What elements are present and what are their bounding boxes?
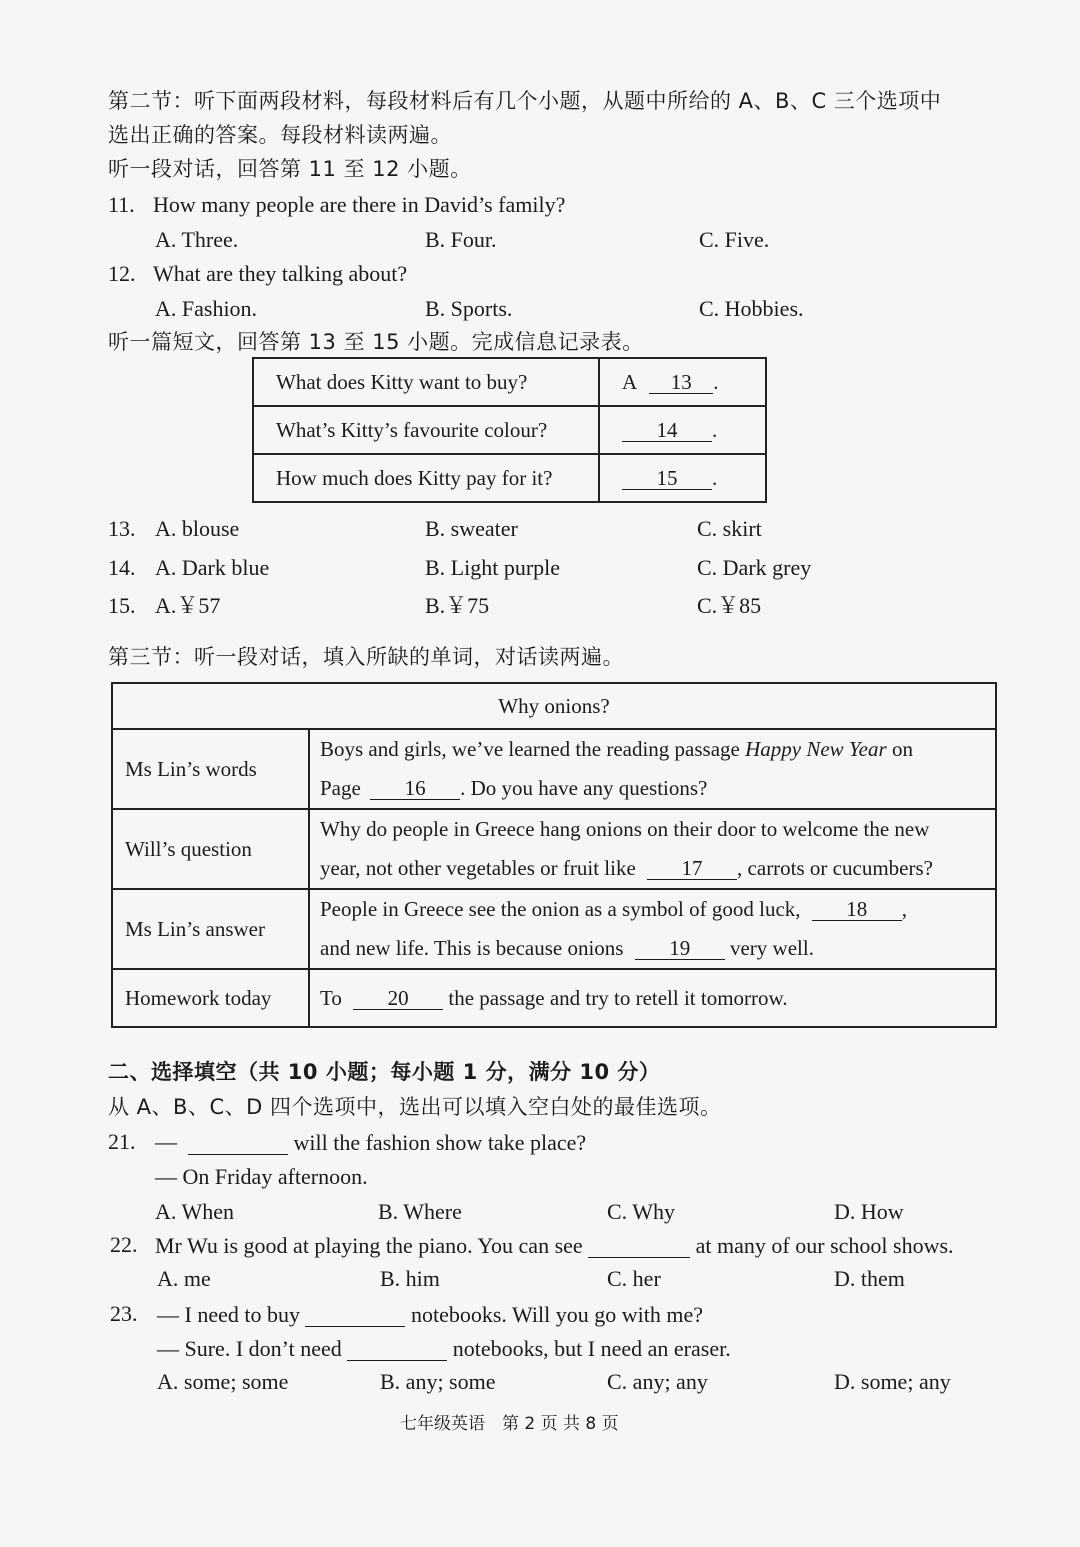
q21-option-a: A. When [155, 1199, 235, 1224]
q14-option-c: C. Dark grey [697, 555, 812, 580]
q22-number: 22. [110, 1232, 138, 1257]
info-prefix: A [622, 369, 637, 394]
q12-option-c: C. Hobbies. [699, 296, 804, 321]
answer-blank-19[interactable]: 19 [635, 937, 725, 960]
q23-option-d: D. some; any [834, 1369, 951, 1394]
dialog-row [112, 809, 996, 889]
q23-option-b: B. any; some [380, 1369, 496, 1394]
q23-line1 [157, 1303, 703, 1327]
row-text: , carrots or cucumbers? [737, 856, 933, 880]
q15-option-c: C.￥85 [697, 593, 762, 618]
part2-instruction: 从 A、B、C、D 四个选项中，选出可以填入空白处的最佳选项。 [108, 1095, 722, 1119]
answer-blank-20[interactable]: 20 [353, 987, 443, 1010]
q15-number: 15. [108, 593, 136, 618]
answer-blank-15[interactable]: 15 [622, 467, 712, 490]
section2-instruction-line1: 第二节：听下面两段材料，每段材料后有几个小题，从题中所给的 A、B、C 三个选项中 [108, 89, 942, 113]
row-text: , [901, 897, 908, 921]
q11-number: 11. [108, 192, 135, 217]
dialog-instruction: 听一段对话，回答第 11 至 12 小题。 [108, 157, 472, 181]
info-suffix: . [713, 369, 719, 394]
q22-option-c: C. her [607, 1266, 661, 1291]
info-answer-cell [599, 454, 766, 502]
row-text: year, not other vegetables or fruit like [320, 856, 642, 880]
info-row [253, 358, 766, 406]
dialog-row [112, 889, 996, 969]
info-record-table [252, 357, 767, 503]
q22-stem-end: at many of our school shows. [695, 1233, 954, 1258]
part2-title: 二、选择填空（共 10 小题；每小题 1 分，满分 10 分） [108, 1060, 661, 1084]
q21-option-d: D. How [834, 1199, 904, 1224]
answer-blank-18[interactable]: 18 [812, 898, 902, 921]
q23-blank-1[interactable] [305, 1303, 405, 1327]
q15-option-b: B.￥75 [425, 593, 490, 618]
info-row [253, 454, 766, 502]
info-question: What’s Kitty’s favourite colour? [253, 406, 599, 454]
row-text: Page [320, 776, 367, 800]
q22-stem-start: Mr Wu is good at playing the piano. You can see [155, 1233, 583, 1258]
row-content [309, 969, 996, 1027]
answer-blank-13[interactable]: 13 [649, 371, 713, 394]
q23-line1-start: — I need to buy [157, 1302, 300, 1327]
q11-option-c: C. Five. [699, 227, 770, 252]
q22-blank[interactable] [588, 1234, 690, 1258]
info-suffix: . [712, 417, 718, 442]
q22-line [155, 1234, 954, 1258]
answer-blank-17[interactable]: 17 [647, 857, 737, 880]
info-answer-cell [599, 358, 766, 406]
q23-line1-end: notebooks. Will you go with me? [410, 1302, 703, 1327]
answer-blank-16[interactable]: 16 [370, 777, 460, 800]
q14-option-b: B. Light purple [425, 555, 561, 580]
row-text: To [320, 985, 348, 1010]
info-question: How much does Kitty pay for it? [253, 454, 599, 502]
row-text: the passage and try to retell it tomorrow. [443, 985, 788, 1010]
section3-instruction: 第三节：听一段对话，填入所缺的单词，对话读两遍。 [108, 645, 624, 669]
q14-option-a: A. Dark blue [155, 555, 270, 580]
row-text: Why do people in Greece hang onions on their door to welcome the new [320, 817, 930, 841]
q23-line2 [157, 1337, 731, 1361]
q23-blank-2[interactable] [347, 1337, 447, 1361]
q12-option-a: A. Fashion. [155, 296, 258, 321]
q13-option-b: B. sweater [425, 516, 518, 541]
q23-option-a: A. some; some [157, 1369, 289, 1394]
q11-option-a: A. Three. [155, 227, 239, 252]
q23-line2-start: — Sure. I don’t need [157, 1336, 342, 1361]
dialog-row [112, 969, 996, 1027]
info-question: What does Kitty want to buy? [253, 358, 599, 406]
row-label: Ms Lin’s words [112, 729, 309, 809]
q22-option-b: B. him [380, 1266, 440, 1291]
onion-dialog-table [111, 682, 997, 1028]
row-text: very well. [724, 936, 814, 960]
row-label: Ms Lin’s answer [112, 889, 309, 969]
q13-option-a: A. blouse [155, 516, 240, 541]
q21-line [188, 1131, 586, 1155]
q21-option-c: C. Why [607, 1199, 676, 1224]
row-text: on [886, 737, 913, 761]
q11-option-b: B. Four. [425, 227, 497, 252]
row-label: Homework today [112, 969, 309, 1027]
row-text: and new life. This is because onions [320, 936, 629, 960]
q23-line2-end: notebooks, but I need an eraser. [452, 1336, 731, 1361]
info-answer-cell [599, 406, 766, 454]
info-row [253, 406, 766, 454]
q22-option-d: D. them [834, 1266, 905, 1291]
row-label: Will’s question [112, 809, 309, 889]
q21-reply: — On Friday afternoon. [155, 1164, 368, 1189]
row-text: Boys and girls, we’ve learned the reading passage [320, 737, 746, 761]
info-suffix: . [712, 465, 718, 490]
q12-stem: What are they talking about? [153, 261, 408, 286]
row-content [309, 889, 996, 969]
q23-option-c: C. any; any [607, 1369, 708, 1394]
row-text: . Do you have any questions? [460, 776, 708, 800]
row-text: People in Greece see the onion as a symbol of good luck, [320, 897, 806, 921]
section2-instruction-line2: 选出正确的答案。每段材料读两遍。 [108, 123, 452, 147]
q13-number: 13. [108, 516, 136, 541]
q15-option-a: A.￥57 [155, 593, 221, 618]
q21-option-b: B. Where [378, 1199, 462, 1224]
row-content [309, 809, 996, 889]
q12-number: 12. [108, 261, 136, 286]
q14-number: 14. [108, 555, 136, 580]
q12-option-b: B. Sports. [425, 296, 513, 321]
answer-blank-14[interactable]: 14 [622, 419, 712, 442]
page-footer: 七年级英语 第 2 页 共 8 页 [400, 1414, 619, 1434]
q21-dash: — [155, 1129, 177, 1154]
q23-number: 23. [110, 1301, 138, 1326]
row-content [309, 729, 996, 809]
q22-option-a: A. me [157, 1266, 211, 1291]
q13-option-c: C. skirt [697, 516, 762, 541]
q11-stem: How many people are there in David’s family? [153, 192, 566, 217]
q21-stem: will the fashion show take place? [293, 1130, 587, 1155]
q21-blank[interactable] [188, 1131, 288, 1155]
passage-title: Happy New Year [745, 737, 887, 761]
table-title: Why onions? [112, 683, 996, 729]
dialog-row [112, 729, 996, 809]
passage-instruction: 听一篇短文，回答第 13 至 15 小题。完成信息记录表。 [108, 330, 644, 354]
q21-number: 21. [108, 1129, 136, 1154]
